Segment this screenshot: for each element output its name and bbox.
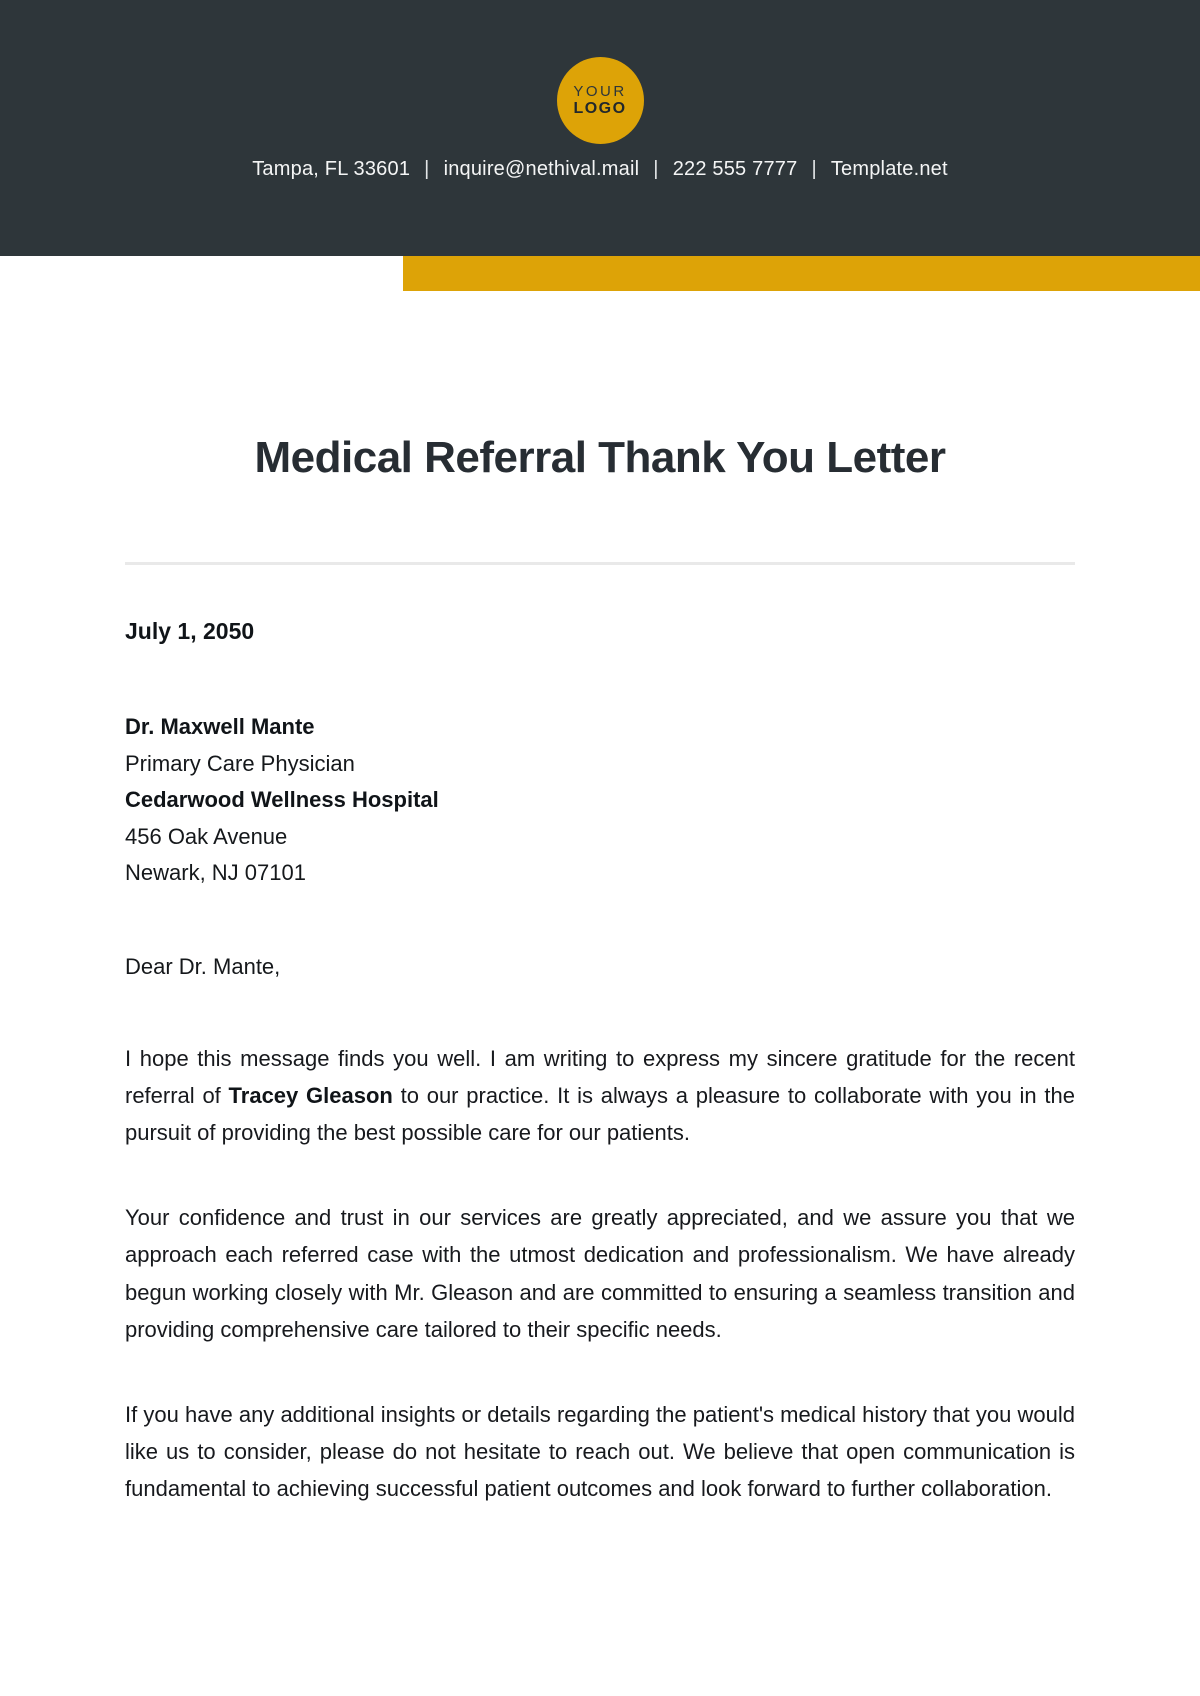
paragraph-text: If you have any additional insights or details regarding the patient's medical history that you would like us to consider, please do not hesitate to reach out. We believe that open communication is fundamental to achieving successful patient outcomes and look forward to further collaboration.	[125, 1401, 1075, 1502]
logo-text-logo: LOGO	[573, 99, 627, 117]
contact-separator: |	[653, 158, 659, 180]
paragraph-text: to our practice. It is always a pleasure to collaborate with you in the pursuit of providing the best possible care for our patients.	[125, 1082, 1075, 1145]
patient-name-emphasis: Tracey Gleason	[228, 1082, 393, 1108]
salutation: Dear Dr. Mante,	[125, 953, 281, 979]
letter-paragraph	[125, 1199, 1075, 1348]
recipient-line: Cedarwood Wellness Hospital	[125, 787, 439, 812]
paragraph-text: Your confidence and trust in our services are greatly appreciated, and we assure you that we approach each referred case with the utmost dedication and professionalism. We have already begun working closely with Mr. Gleason and are committed to ensuring a seamless transition and providing comprehensive care tailored to their specific needs.	[125, 1205, 1075, 1342]
letterhead	[0, 0, 1200, 256]
letter-paragraphs	[125, 1040, 1075, 1508]
letter-paragraph	[125, 1040, 1075, 1152]
recipient-line: Dr. Maxwell Mante	[125, 714, 315, 739]
letter-content	[0, 431, 1200, 1508]
contact-part: inquire@nethival.mail	[443, 158, 640, 180]
letter-paragraph	[125, 1396, 1075, 1508]
recipient-line: Primary Care Physician	[125, 750, 355, 776]
contact-separator: |	[424, 158, 430, 180]
letter-date: July 1, 2050	[125, 618, 255, 644]
recipient-line: 456 Oak Avenue	[125, 823, 288, 849]
recipient-block	[125, 709, 1075, 892]
company-logo	[557, 57, 644, 144]
contact-info-line	[252, 158, 948, 181]
contact-part: 222 555 7777	[672, 158, 798, 180]
recipient-line: Newark, NJ 07101	[125, 860, 306, 885]
contact-separator: |	[811, 158, 817, 180]
accent-bar	[403, 256, 1200, 291]
letter-title: Medical Referral Thank You Letter	[254, 433, 946, 482]
paragraph-text: I hope this message finds you well. I am writing to express my sincere gratitude for the recent referral of	[125, 1045, 1075, 1108]
logo-text-your: YOUR	[573, 82, 627, 100]
contact-part: Template.net	[830, 158, 948, 180]
title-divider	[125, 562, 1075, 565]
contact-part: Tampa, FL 33601	[252, 158, 411, 180]
